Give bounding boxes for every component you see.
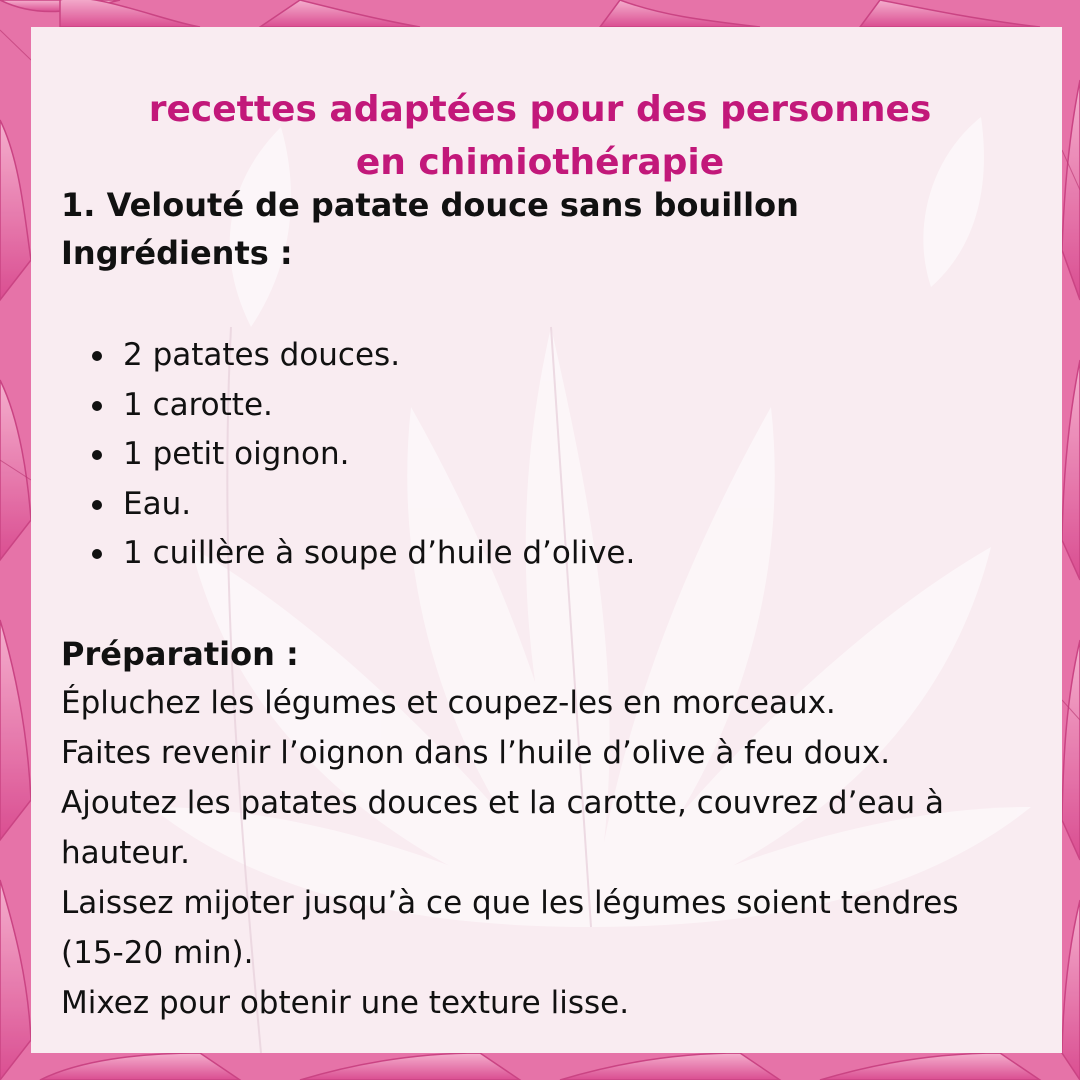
list-item — [61, 331, 635, 381]
bullet-dot-icon — [92, 450, 102, 460]
page-title — [31, 83, 1049, 189]
list-item — [61, 381, 635, 431]
ingredient-text: Eau. — [123, 485, 192, 522]
bullet-dot-icon — [92, 500, 102, 510]
ingredient-text: 1 carotte. — [123, 386, 273, 423]
ingredient-text: 1 petit oignon. — [123, 436, 350, 472]
ingredient-list — [61, 331, 635, 579]
ingredient-text: 1 cuillère à soupe d’huile d’olive. — [123, 535, 636, 571]
preparation-step: Ajoutez les patates douces et la carotte, couvrez d’eau à hauteur. — [61, 785, 945, 871]
preparation-heading: Préparation : — [61, 635, 299, 673]
title-line-2: en chimiothérapie — [355, 142, 725, 183]
recipe-title: 1. Velouté de patate douce sans bouillon — [61, 186, 799, 224]
bullet-dot-icon — [92, 549, 102, 559]
preparation-step: Faites revenir l’oignon dans l’huile d’olive à feu doux. — [61, 735, 891, 771]
list-item — [61, 430, 635, 480]
preparation-step: Épluchez les légumes et coupez-les en morceaux. — [61, 685, 836, 721]
list-item — [61, 529, 635, 579]
title-line-1: recettes adaptées pour des personnes — [148, 89, 932, 130]
list-item — [61, 480, 635, 530]
preparation-step: Laissez mijoter jusqu’à ce que les légumes soient tendres (15-20 min). — [61, 885, 959, 971]
ingredients-heading: Ingrédients : — [61, 234, 293, 272]
bullet-dot-icon — [92, 351, 102, 361]
preparation-steps — [61, 678, 1021, 1028]
preparation-step: Mixez pour obtenir une texture lisse. — [61, 985, 630, 1021]
bullet-dot-icon — [92, 401, 102, 411]
ingredient-text: 2 patates douces. — [123, 337, 401, 373]
